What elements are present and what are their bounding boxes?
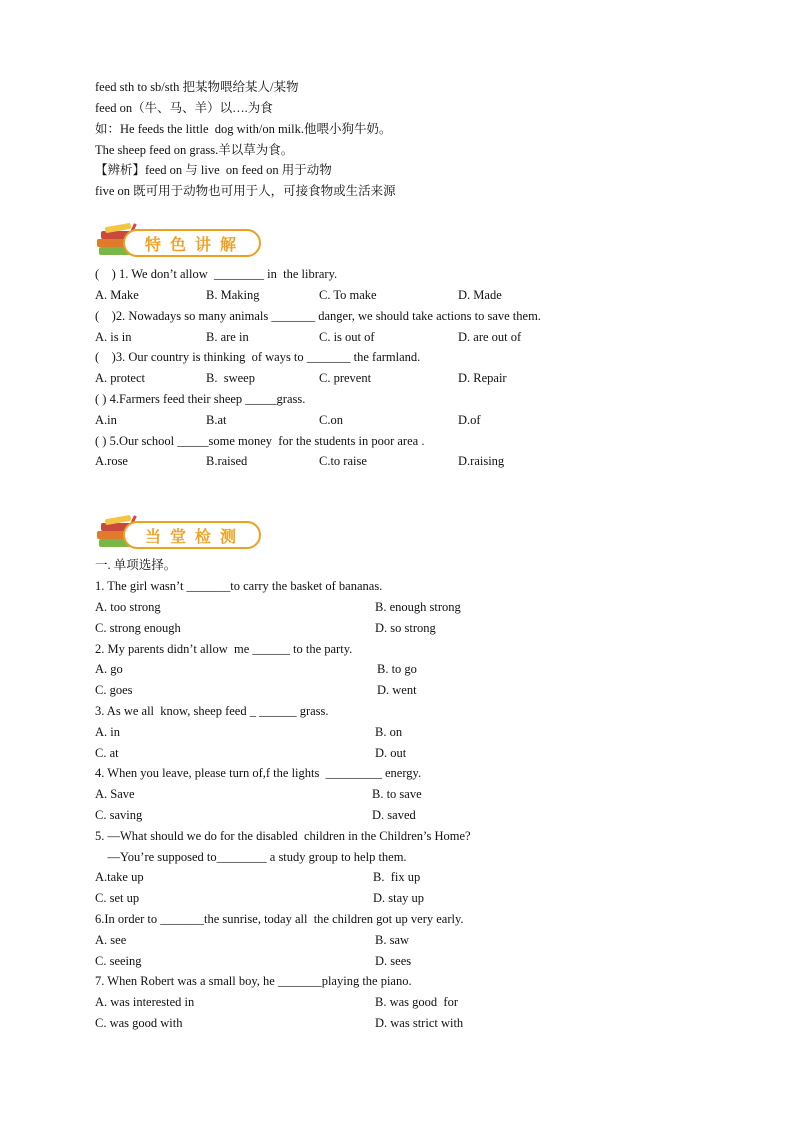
s2-q6-stem: 6.In order to _______the sunrise, today all the children got up very early. [95, 912, 464, 926]
s2-q5-option-a: A.take up [95, 870, 144, 884]
s1-q5-option-c: C.to raise [319, 454, 367, 468]
s1-q1-option-a: A. Make [95, 288, 139, 302]
s2-q7-option-b: B. was good for [375, 995, 458, 1009]
s2-q1-stem: 1. The girl wasn’t _______to carry the basket of bananas. [95, 579, 383, 593]
s2-q7-stem: 7. When Robert was a small boy, he _______playing the piano. [95, 974, 412, 988]
s2-q6-option-a: A. see [95, 933, 127, 947]
s1-q4-option-b: B.at [206, 413, 227, 427]
s2-q3-stem: 3. As we all know, sheep feed _ ______ grass. [95, 704, 329, 718]
intro-line-1: feed sth to sb/sth 把某物喂给某人/某物 [95, 80, 299, 94]
s1-q5-stem: ( ) 5.Our school _____some money for the students in poor area . [95, 434, 425, 448]
s2-q4-stem: 4. When you leave, please turn of,f the lights _________ energy. [95, 766, 422, 780]
s1-q2-option-d: D. are out of [458, 330, 522, 344]
intro-line-3: 如：He feeds the little dog with/on milk.他喂小狗牛奶。 [95, 122, 392, 136]
s1-q3-option-b: B. sweep [206, 371, 255, 385]
s2-q5-option-b: B. fix up [373, 870, 421, 884]
section1-title: 特色讲解 [145, 235, 246, 254]
s2-q7-option-a: A. was interested in [95, 995, 195, 1009]
s2-q2-stem: 2. My parents didn’t allow me ______ to the party. [95, 642, 353, 656]
s1-q3-option-a: A. protect [95, 371, 145, 385]
s1-q3-option-d: D. Repair [458, 371, 507, 385]
s2-q5-option-c: C. set up [95, 891, 140, 905]
s2-q1-option-a: A. too strong [95, 600, 161, 614]
s1-q5-option-d: D.raising [458, 454, 505, 468]
s2-q4-option-c: C. saving [95, 808, 143, 822]
section1-banner [95, 223, 260, 257]
s2-q6-option-b: B. saw [375, 933, 410, 947]
s1-q2-option-a: A. is in [95, 330, 132, 344]
s1-q5-option-b: B.raised [206, 454, 248, 468]
s1-q1-stem: ( ) 1. We don’t allow ________ in the library. [95, 267, 338, 281]
s1-q3-stem: ( )3. Our country is thinking of ways to _______ the farmland. [95, 350, 421, 364]
s2-q4-option-a: A. Save [95, 787, 135, 801]
s1-q2-option-c: C. is out of [319, 330, 375, 344]
s1-q4-option-a: A.in [95, 413, 117, 427]
s1-q5-option-a: A.rose [95, 454, 128, 468]
s1-q4-option-d: D.of [458, 413, 481, 427]
s2-heading: 一. 单项选择。 [95, 558, 177, 572]
s2-q2-option-d: D. went [377, 683, 417, 697]
s2-q3-option-d: D. out [375, 746, 407, 760]
intro-line-4: The sheep feed on grass.羊以草为食。 [95, 143, 294, 157]
s2-q7-option-d: D. was strict with [375, 1016, 464, 1030]
s1-q2-option-b: B. are in [206, 330, 249, 344]
s2-q2-option-a: A. go [95, 662, 123, 676]
section2-banner [95, 515, 260, 549]
intro-line-5: 【辨析】feed on 与 live on feed on 用于动物 [95, 163, 332, 177]
s2-q5-option-d: D. stay up [373, 891, 425, 905]
s2-q6-option-c: C. seeing [95, 954, 142, 968]
s2-q7-option-c: C. was good with [95, 1016, 183, 1030]
s2-q4-option-b: B. to save [372, 787, 422, 801]
s1-q1-option-c: C. To make [319, 288, 377, 302]
s2-q2-option-b: B. to go [377, 662, 417, 676]
intro-line-6: five on 既可用于动物也可用于人，可接食物或生活来源 [95, 184, 396, 198]
s2-q1-option-c: C. strong enough [95, 621, 181, 635]
intro-line-2: feed on（牛、马、羊）以….为食 [95, 101, 273, 115]
s2-q2-option-c: C. goes [95, 683, 133, 697]
s2-q1-option-d: D. so strong [375, 621, 436, 635]
s2-q4-option-d: D. saved [372, 808, 416, 822]
s1-q4-option-c: C.on [319, 413, 343, 427]
s1-q4-stem: ( ) 4.Farmers feed their sheep _____grass. [95, 392, 306, 406]
s2-q6-option-d: D. sees [375, 954, 412, 968]
s2-q1-option-b: B. enough strong [375, 600, 461, 614]
section2-title: 当堂检测 [145, 527, 246, 546]
s1-q2-stem: ( )2. Nowadays so many animals _______ danger, we should take actions to save them. [95, 309, 541, 323]
s2-q3-option-b: B. on [375, 725, 403, 739]
s2-q5-stem: 5. —What should we do for the disabled children in the Children’s Home? [95, 829, 471, 843]
s2-q3-option-a: A. in [95, 725, 120, 739]
s1-q1-option-b: B. Making [206, 288, 260, 302]
s1-q1-option-d: D. Made [458, 288, 502, 302]
s2-q3-option-c: C. at [95, 746, 119, 760]
s2-q5-stem-continued: —You’re supposed to________ a study group to help them. [95, 850, 407, 864]
s1-q3-option-c: C. prevent [319, 371, 372, 385]
